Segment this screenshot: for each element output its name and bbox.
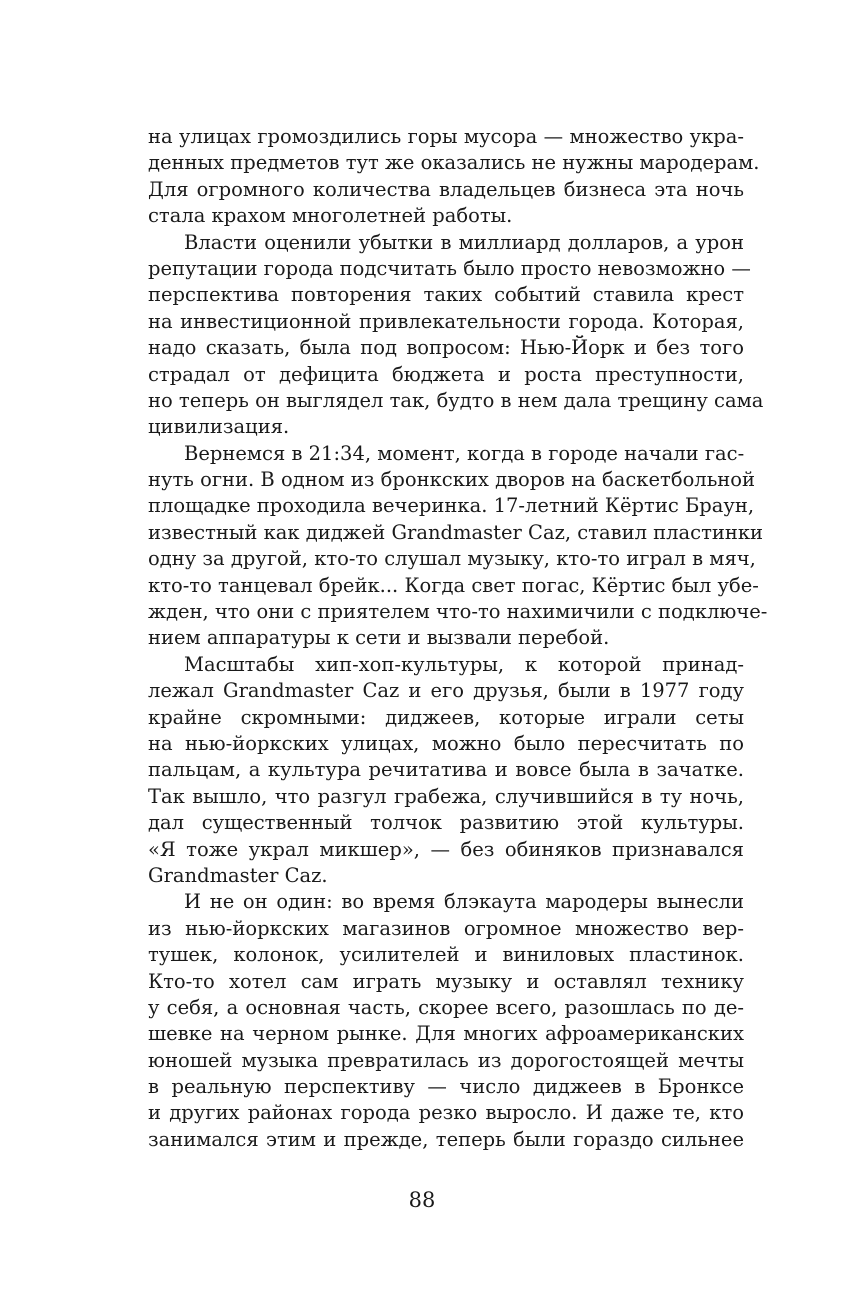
text-line: перспектива повторения таких событий ставила крест xyxy=(148,283,744,307)
body-text xyxy=(148,124,768,1153)
text-line: Для огромного количества владельцев бизнеса эта ночь xyxy=(148,177,744,201)
text-line: страдал от дефицита бюджета и роста преступности, xyxy=(148,362,744,386)
text-line: надо сказать, была под вопросом: Нью-Йорк и без того xyxy=(148,336,744,360)
text-line: на нью-йоркских улицах, можно было пересчитать по xyxy=(148,731,744,755)
text-line: у себя, а основная часть, скорее всего, разошлась по де- xyxy=(148,995,744,1019)
text-line: юношей музыка превратилась из дорогостоящей мечты xyxy=(148,1048,744,1072)
text-line: и других районах города резко выросло. И даже те, кто xyxy=(148,1101,744,1125)
text-line: на инвестиционной привлекательности города. Которая, xyxy=(148,309,744,333)
text-line: на улицах громоздились горы мусора — множество укра- xyxy=(148,125,744,148)
text-line: нием аппаратуры к сети и вызвали перебой. xyxy=(148,626,610,650)
text-line: Grandmaster Caz. xyxy=(148,863,328,887)
text-line: из нью-йоркских магазинов огромное множество вер- xyxy=(148,916,744,940)
text-line: в реальную перспективу — число диджеев в Бронксе xyxy=(148,1075,744,1099)
text-line: известный как диджей Grandmaster Caz, ставил пластинки xyxy=(148,520,764,544)
text-line: нуть огни. В одном из бронкских дворов на баскетбольной xyxy=(148,468,756,492)
text-line: денных предметов тут же оказались не нужны мародерам. xyxy=(148,151,760,175)
text-line: И не он один: во время блэкаута мародеры вынесли xyxy=(184,890,744,914)
text-line: шевке на черном рынке. Для многих афроамериканских xyxy=(148,1022,744,1046)
text-line: но теперь он выглядел так, будто в нем дала трещину сама xyxy=(148,388,764,412)
text-line: «Я тоже украл микшер», — без обиняков признавался xyxy=(148,837,744,861)
text-line: жден, что они с приятелем что-то нахимичили с подключе- xyxy=(148,600,768,624)
page-number: 88 xyxy=(408,1188,436,1212)
text-line: одну за другой, кто-то слушал музыку, кто-то играл в мяч, xyxy=(148,547,756,571)
text-line: площадке проходила вечеринка. 17-летний Кёртис Браун, xyxy=(148,494,755,518)
text-line: Кто-то хотел сам играть музыку и оставлял технику xyxy=(148,969,744,993)
text-line: дал существенный толчок развитию этой культуры. xyxy=(148,811,744,835)
text-line: пальцам, а культура речитатива и вовсе была в зачатке. xyxy=(148,758,744,782)
text-line: репутации города подсчитать было просто невозможно — xyxy=(148,256,751,280)
text-line: Вернемся в 21:34, момент, когда в городе начали гас- xyxy=(184,441,745,465)
text-line: крайне скромными: диджеев, которые играли сеты xyxy=(148,705,744,729)
text-line: цивилизация. xyxy=(148,415,290,439)
text-line: лежал Grandmaster Caz и его друзья, были в 1977 году xyxy=(148,679,744,703)
text-line: стала крахом многолетней работы. xyxy=(148,204,513,228)
text-line: Так вышло, что разгул грабежа, случившийся в ту ночь, xyxy=(148,784,744,808)
text-line: тушек, колонок, усилителей и виниловых пластинок. xyxy=(148,943,744,967)
text-line: кто-то танцевал брейк... Когда свет погас, Кёртис был убе- xyxy=(148,573,759,597)
text-line: Власти оценили убытки в миллиард долларов, а урон xyxy=(184,230,744,254)
text-line: занимался этим и прежде, теперь были гораздо сильнее xyxy=(148,1127,744,1151)
text-line: Масштабы хип-хоп-культуры, к которой принад- xyxy=(184,652,744,676)
